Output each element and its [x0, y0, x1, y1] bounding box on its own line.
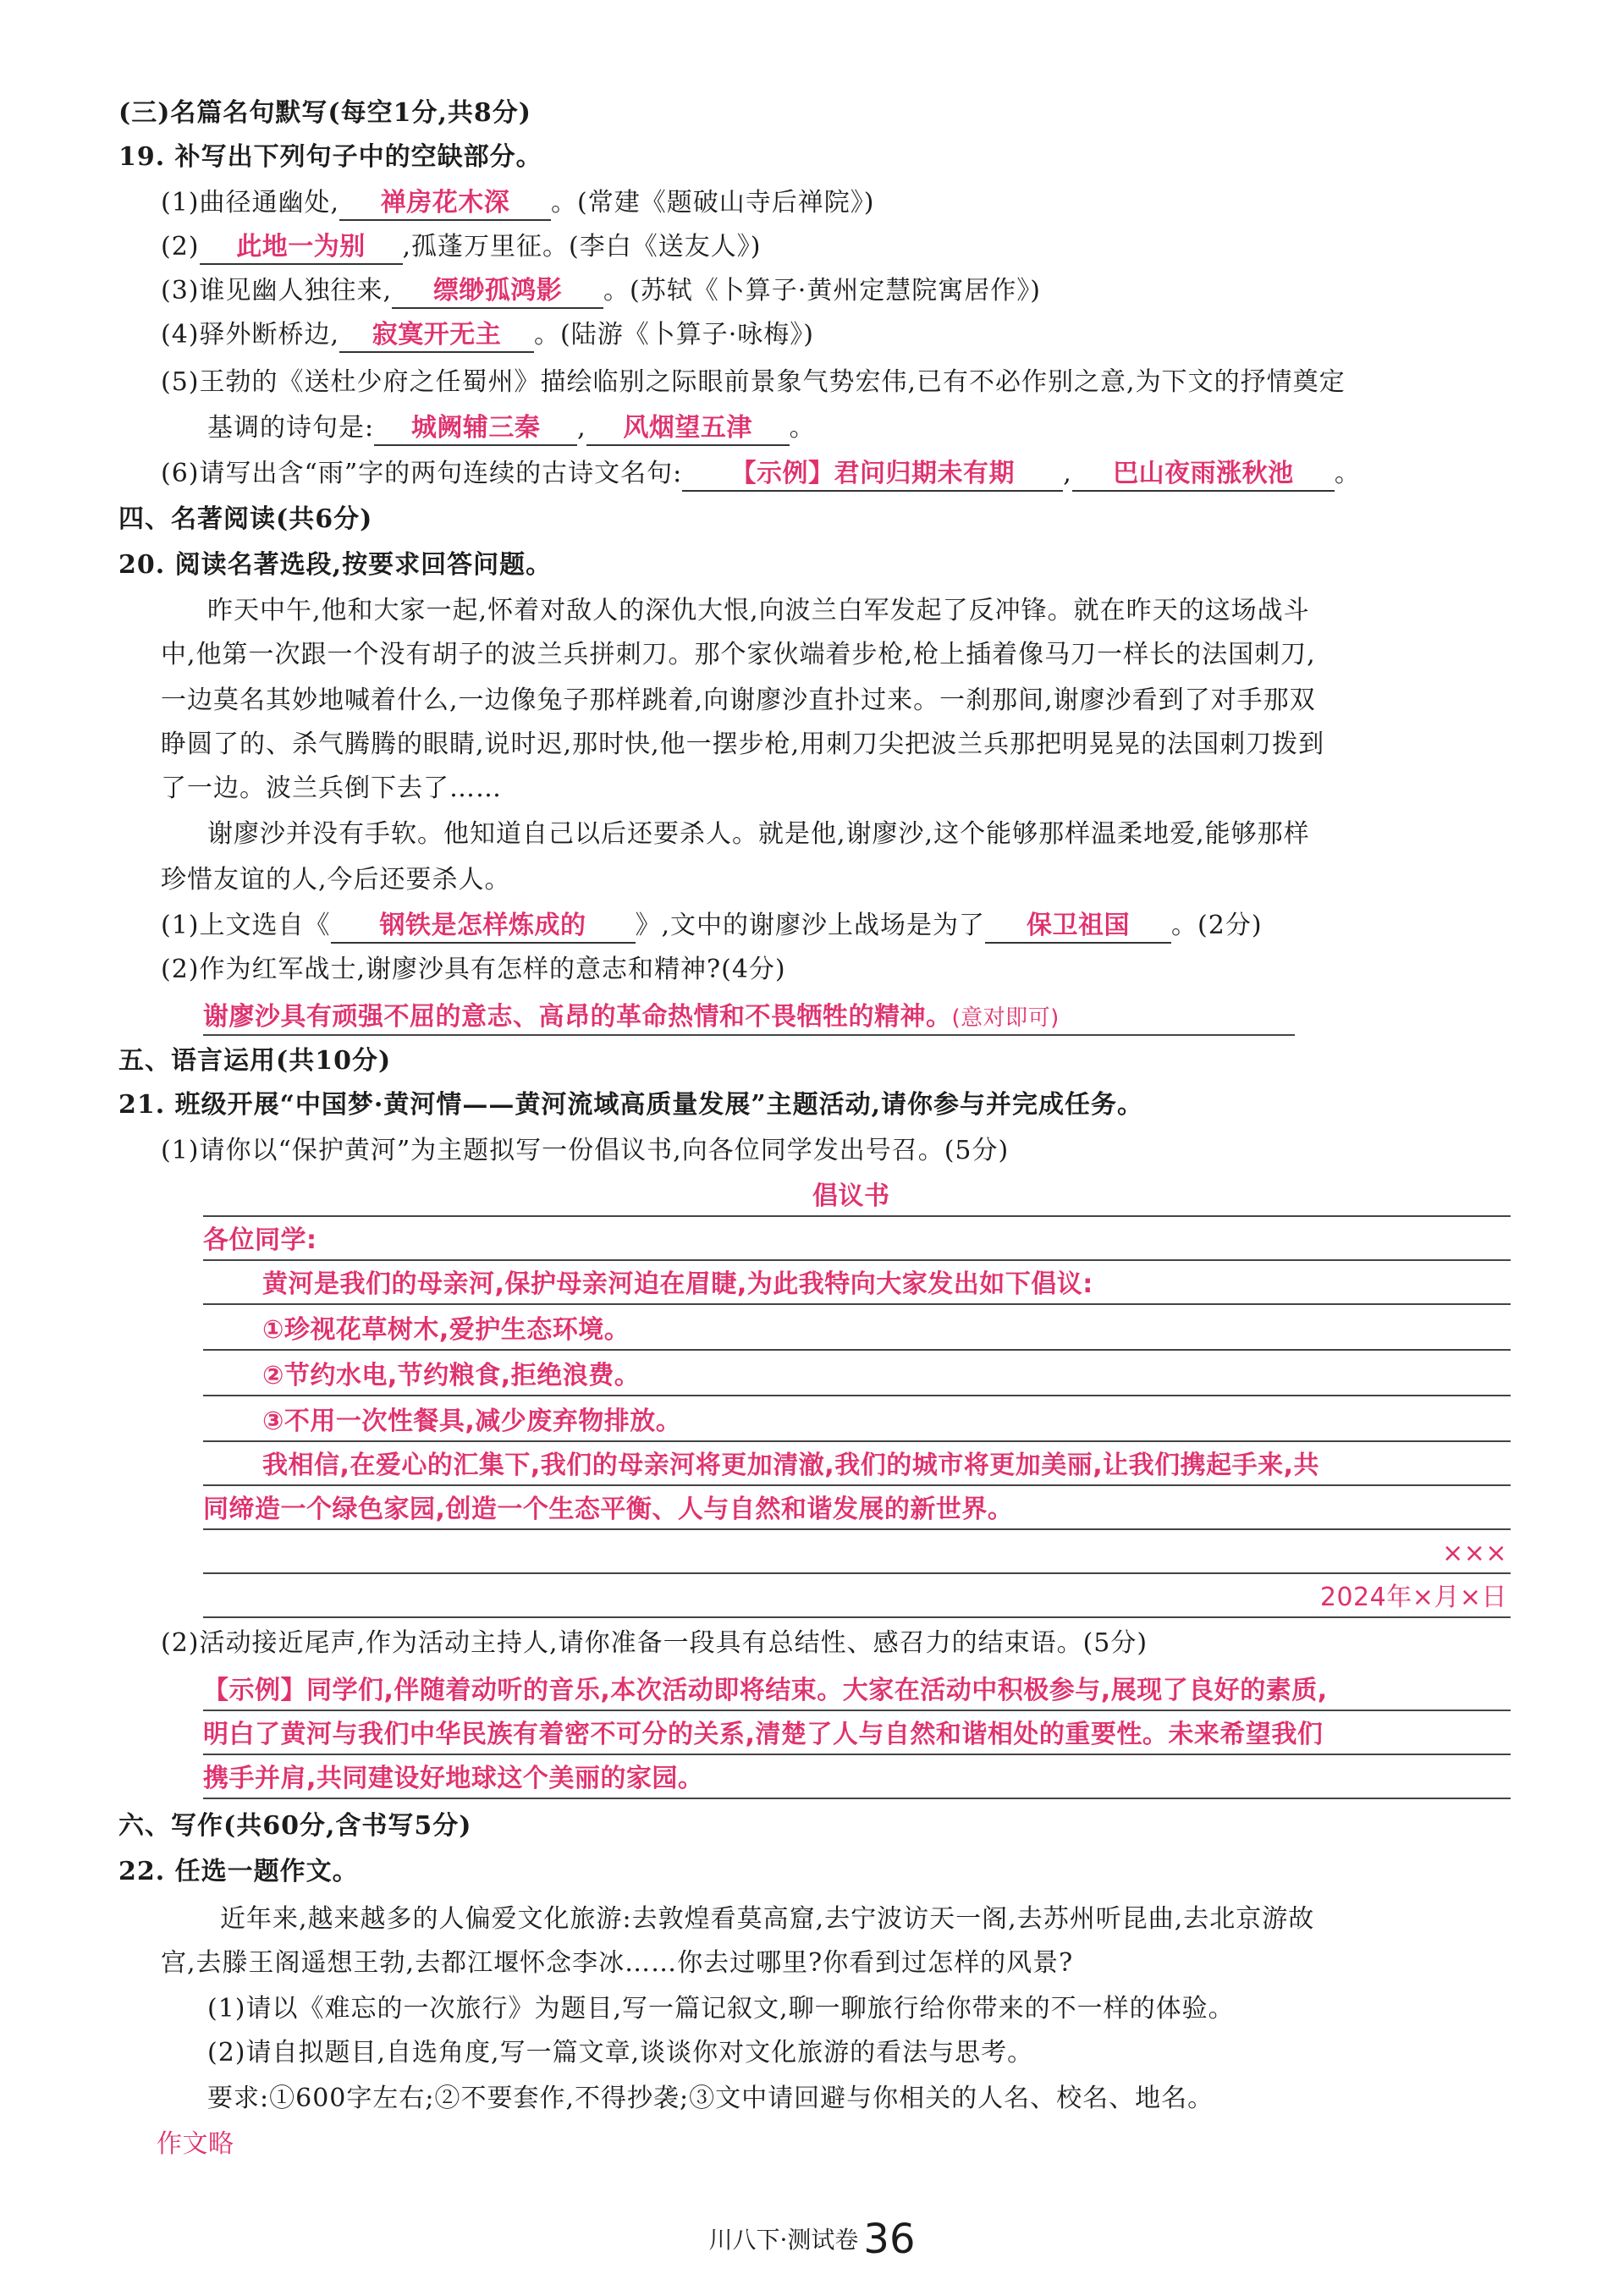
q19-5-answer-1: 城阙辅三秦: [374, 412, 577, 446]
q19-line-5b: [207, 410, 816, 447]
q19-4-answer: 寂寞开无主: [339, 319, 534, 353]
q21-line-2: (2)活动接近尾声,作为活动主持人,请你准备一段具有总结性、感召力的结束语。(5分): [161, 1628, 1148, 1658]
q22-requirements: 要求:①600字左右;②不要套作,不得抄袭;③文中请回避与你相关的人名、校名、地名。: [207, 2084, 1214, 2113]
closing-remarks-line: 携手并肩,共同建设好地球这个美丽的家园。: [203, 1764, 704, 1793]
q20-line-1: [161, 907, 1263, 944]
q19-6-comma: ,: [1063, 459, 1072, 488]
q20-passage-line: 了一边。波兰兵倒下去了……: [161, 774, 502, 803]
page-number: 36: [863, 2216, 916, 2263]
q20-1-answer-1: 钢铁是怎样炼成的: [331, 910, 636, 944]
q19-4-suffix: 。(陆游《卜算子·咏梅》): [534, 320, 814, 350]
q19-6-answer-1: 【示例】君问归期未有期: [682, 458, 1063, 492]
proposal-date: 2024年×月×日: [1319, 1583, 1507, 1612]
q20-2-answer-text: 谢廖沙具有顽强不屈的意志、高昂的革命热情和不畏牺牲的精神。: [203, 1002, 952, 1032]
closing-remarks-line: 【示例】同学们,伴随着动听的音乐,本次活动即将结束。大家在活动中积极参与,展现了良好的素质,: [203, 1676, 1328, 1705]
q20-1-prefix: (1)上文选自《: [161, 911, 331, 940]
q19-1-suffix: 。(常建《题破山寺后禅院》): [551, 188, 875, 217]
answer-rule: [203, 1349, 1511, 1351]
answer-rule: [203, 1484, 1511, 1486]
page-footer: [0, 2216, 1624, 2263]
proposal-body-line: 同缔造一个绿色家园,创造一个生态平衡、人与自然和谐发展的新世界。: [203, 1495, 1014, 1524]
q19-6-prefix: (6)请写出含“雨”字的两句连续的古诗文名句:: [161, 459, 683, 488]
q19-3-prefix: (3)谁见幽人独往来,: [161, 276, 393, 306]
section-5-header: 五、语言运用(共10分): [118, 1046, 392, 1076]
answer-rule: [203, 1303, 1511, 1305]
answer-rule: [203, 1572, 1511, 1574]
proposal-signature: ×××: [1442, 1539, 1507, 1568]
answer-rule: [203, 1616, 1511, 1618]
q19-line-4: [161, 317, 814, 354]
q19-2-suffix: ,孤蓬万里征。(李白《送友人》): [402, 232, 762, 262]
closing-remarks-line: 明白了黄河与我们中华民族有着密不可分的关系,清楚了人与自然和谐相处的重要性。未来希望我们: [203, 1720, 1324, 1749]
section-6-header: 六、写作(共60分,含书写5分): [118, 1811, 472, 1841]
q22-stem: 22. 任选一题作文。: [118, 1857, 359, 1886]
proposal-body-line: 我相信,在爱心的汇集下,我们的母亲河将更加清澈,我们的城市将更加美丽,让我们携起手来,共: [262, 1451, 1319, 1480]
q20-passage-line: 谢廖沙并没有手软。他知道自己以后还要杀人。就是他,谢廖沙,这个能够那样温柔地爱,能够那样: [207, 819, 1310, 849]
proposal-greeting: 各位同学:: [203, 1225, 317, 1255]
answer-rule: [203, 1440, 1511, 1442]
q20-passage-line: 珍惜友谊的人,今后还要杀人。: [161, 865, 511, 895]
q20-2-answer-note: (意对即可): [951, 1005, 1060, 1031]
q20-1-answer-2: 保卫祖国: [985, 910, 1171, 944]
q20-passage-line: 中,他第一次跟一个没有胡子的波兰兵拼刺刀。那个家伙端着步枪,枪上插着像马刀一样长的法国刺刀,: [161, 640, 1316, 669]
answer-rule: [203, 1215, 1511, 1217]
q22-prompt-line: 近年来,越来越多的人偏爱文化旅游:去敦煌看莫高窟,去宁波访天一阁,去苏州听昆曲,去北京游故: [220, 1904, 1315, 1934]
proposal-title: 倡议书: [812, 1181, 890, 1211]
q22-answer: 作文略: [157, 2129, 234, 2159]
q19-line-2: [161, 229, 761, 266]
q20-2-answer: [203, 999, 1060, 1037]
proposal-body-line: ①珍视花草树木,爱护生态环境。: [262, 1315, 630, 1345]
q19-line-1: [161, 184, 874, 222]
q19-line-3: [161, 273, 1041, 310]
q22-prompt-line: 宫,去滕王阁遥想王勃,去都江堰怀念李冰……你去过哪里?你看到过怎样的风景?: [161, 1948, 1074, 1978]
answer-rule: [203, 1710, 1511, 1711]
q19-3-suffix: 。(苏轼《卜算子·黄州定慧院寓居作》): [603, 276, 1041, 306]
footer-label: 川八下·测试卷: [708, 2226, 859, 2254]
section-3-header: (三)名篇名句默写(每空1分,共8分): [118, 98, 531, 128]
q21-line-1: (1)请你以“保护黄河”为主题拟写一份倡议书,向各位同学发出号召。(5分): [161, 1136, 1010, 1165]
q19-3-answer: 缥缈孤鸿影: [392, 275, 603, 309]
q19-2-prefix: (2): [161, 232, 200, 262]
q19-line-6: [161, 455, 1361, 493]
answer-rule: [203, 1798, 1511, 1799]
q19-1-prefix: (1)曲径通幽处,: [161, 188, 340, 217]
q20-passage-line: 睁圆了的、杀气腾腾的眼睛,说时迟,那时快,他一摆步枪,用刺刀尖把波兰兵那把明晃晃的法国刺刀拨到: [161, 730, 1325, 759]
q20-1-middle: 》,文中的谢廖沙上战场是为了: [635, 911, 986, 940]
answer-rule: [203, 1754, 1511, 1755]
answer-rule: [203, 1259, 1511, 1261]
q19-6-period: 。: [1334, 459, 1361, 488]
q19-5-comma: ,: [577, 413, 586, 443]
proposal-body-line: ②节约水电,节约粮食,拒绝浪费。: [262, 1361, 641, 1390]
q19-2-answer: 此地一为别: [200, 231, 403, 265]
q19-1-answer: 禅房花木深: [339, 187, 551, 221]
answer-rule: [203, 1034, 1295, 1036]
answer-rule: [203, 1395, 1511, 1396]
q22-option-1: (1)请以《难忘的一次旅行》为题目,写一篇记叙文,聊一聊旅行给你带来的不一样的体验。: [207, 1994, 1235, 2023]
q22-option-2: (2)请自拟题目,自选角度,写一篇文章,谈谈你对文化旅游的看法与思考。: [207, 2038, 1034, 2068]
q20-1-suffix: 。(2分): [1171, 911, 1263, 940]
proposal-body-line: ③不用一次性餐具,减少废弃物排放。: [262, 1407, 682, 1436]
answer-rule: [203, 1528, 1511, 1530]
proposal-body-line: 黄河是我们的母亲河,保护母亲河迫在眉睫,为此我特向大家发出如下倡议:: [262, 1269, 1093, 1299]
q19-5-period: 。: [789, 413, 816, 443]
section-4-header: 四、名著阅读(共6分): [118, 504, 373, 534]
q21-stem: 21. 班级开展“中国梦·黄河情——黄河流域高质量发展”主题活动,请你参与并完成任务。: [118, 1090, 1144, 1120]
q19-4-prefix: (4)驿外断桥边,: [161, 320, 340, 350]
q19-5-prefix: 基调的诗句是:: [207, 413, 375, 443]
q20-stem: 20. 阅读名著选段,按要求回答问题。: [118, 550, 553, 580]
q19-5-answer-2: 风烟望五津: [586, 412, 790, 446]
q20-passage-line: 昨天中午,他和大家一起,怀着对敌人的深仇大恨,向波兰白军发起了反冲锋。就在昨天的这场战斗: [207, 596, 1310, 625]
q19-line-5a: (5)王勃的《送杜少府之任蜀州》描绘临别之际眼前景象气势宏伟,已有不必作别之意,为下文的抒情奠定: [161, 367, 1346, 397]
q20-line-2: (2)作为红军战士,谢廖沙具有怎样的意志和精神?(4分): [161, 955, 786, 984]
q20-passage-line: 一边莫名其妙地喊着什么,一边像兔子那样跳着,向谢廖沙直扑过来。一刹那间,谢廖沙看到了对手那双: [161, 686, 1316, 715]
q19-stem: 19. 补写出下列句子中的空缺部分。: [118, 142, 542, 172]
q19-6-answer-2: 巴山夜雨涨秋池: [1072, 458, 1335, 492]
